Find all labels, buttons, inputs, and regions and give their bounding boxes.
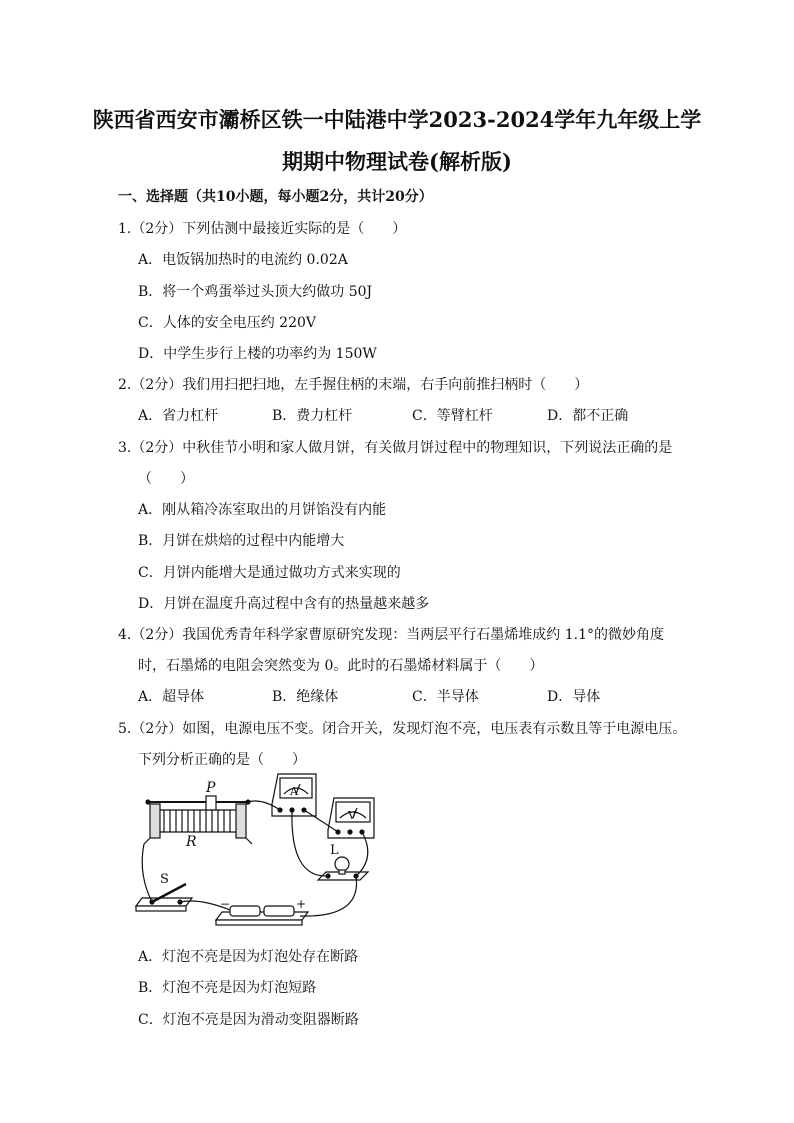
q1-stem: 1.（2分）下列估测中最接近实际的是（ ） — [118, 221, 407, 237]
label-plus: + — [296, 897, 307, 911]
q4-option-d: D．导体 — [547, 689, 601, 705]
q5-option-c: C．灯泡不亮是因为滑动变阻器断路 — [138, 1012, 359, 1028]
q1-option-c: C．人体的安全电压约 220V — [138, 315, 316, 331]
q5-stem-line-1: 5.（2分）如图，电源电压不变。闭合开关，发现灯泡不亮，电压表有示数且等于电源电压。 — [118, 721, 687, 737]
q5-stem-line-2: 下列分析正确的是（ ） — [138, 752, 306, 768]
label-s: S — [160, 872, 169, 887]
q4-option-b: B．绝缘体 — [272, 689, 339, 705]
q4-stem-line-2: 时，石墨烯的电阻会突然变为 0。此时的石墨烯材料属于（ ） — [138, 658, 544, 674]
q2-option-b: B．费力杠杆 — [272, 408, 353, 424]
q3-option-b: B．月饼在烘焙的过程中内能增大 — [138, 533, 345, 549]
label-p: P — [206, 780, 216, 796]
q1-option-d: D．中学生步行上楼的功率约为 150W — [138, 346, 377, 362]
q2-option-a: A．省力杠杆 — [138, 408, 219, 424]
q4-option-a: A．超导体 — [138, 689, 205, 705]
label-ammeter: A — [290, 785, 298, 798]
q2-option-d: D．都不正确 — [547, 408, 629, 424]
circuit-diagram — [130, 768, 390, 940]
q5-option-b: B．灯泡不亮是因为灯泡短路 — [138, 980, 317, 996]
q2-option-c: C．等臂杠杆 — [412, 408, 493, 424]
title-line-1: 陕西省西安市灞桥区铁一中陆港中学2023-2024学年九年级上学 — [92, 107, 702, 132]
q3-option-a: A．刚从箱冷冻室取出的月饼馅没有内能 — [138, 502, 387, 518]
label-voltmeter: V — [348, 809, 356, 822]
q4-option-c: C．半导体 — [412, 689, 479, 705]
label-r: R — [186, 834, 197, 850]
q1-option-b: B．将一个鸡蛋举过头顶大约做功 50J — [138, 284, 373, 300]
q4-stem-line-1: 4.（2分）我国优秀青年科学家曹原研究发现：当两层平行石墨烯堆成约 1.1°的微妙角度 — [118, 627, 664, 643]
q5-option-a: A．灯泡不亮是因为灯泡处存在断路 — [138, 949, 359, 965]
section-heading: 一、选择题（共10小题，每小题2分，共计20分） — [118, 189, 433, 205]
switch — [136, 884, 192, 911]
q3-option-d: D．月饼在温度升高过程中含有的热量越来越多 — [138, 596, 430, 612]
rheostat — [144, 796, 252, 844]
q3-option-c: C．月饼内能增大是通过做功方式来实现的 — [138, 565, 401, 581]
q1-option-a: A．电饭锅加热时的电流约 0.02A — [138, 252, 348, 268]
label-minus: − — [220, 897, 231, 911]
title-line-2: 期期中物理试卷(解析版) — [282, 149, 512, 174]
label-l: L — [330, 843, 339, 858]
q3-stem-line-2: （ ） — [138, 471, 194, 487]
q2-stem: 2.（2分）我们用扫把扫地，左手握住柄的末端，右手向前推扫柄时（ ） — [118, 377, 589, 393]
q3-stem-line-1: 3.（2分）中秋佳节小明和家人做月饼，有关做月饼过程中的物理知识，下列说法正确的是 — [118, 440, 673, 456]
